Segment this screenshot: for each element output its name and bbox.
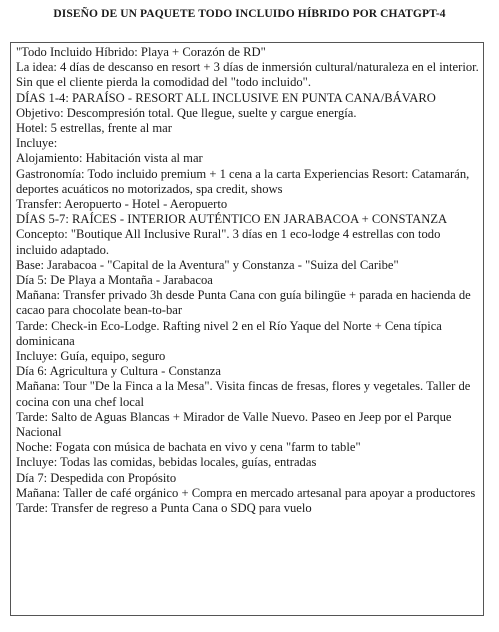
day-6-night: Noche: Fogata con música de bachata en vivo y cena "farm to table" xyxy=(16,440,361,455)
base-line: Base: Jarabacoa - "Capital de la Aventura" y Constanza - "Suiza del Caribe" xyxy=(16,257,399,272)
day-6-heading: Día 6: Agricultura y Cultura - Constanza xyxy=(16,364,221,379)
day-6-morning: Mañana: Tour "De la Finca a la Mesa". Visita fincas de fresas, flores y vegetales. Taller de cocina con una chef local xyxy=(16,379,471,409)
day-6-includes: Incluye: Todas las comidas, bebidas locales, guías, entradas xyxy=(16,455,317,470)
day-5-heading: Día 5: De Playa a Montaña - Jarabacoa xyxy=(16,273,213,288)
section-heading-days-1-4: DÍAS 1-4: PARAÍSO - RESORT ALL INCLUSIVE EN PUNTA CANA/BÁVARO xyxy=(16,90,436,105)
idea-paragraph: La idea: 4 días de descanso en resort + 3 días de inmersión cultural/naturaleza en el interior. Sin que el cliente pierda la comodidad del "todo incluido". xyxy=(16,60,479,90)
gastronomy-line: Gastronomía: Todo incluido premium + 1 cena a la carta Experiencias Resort: Catamarán, deportes acuáticos no motorizados, spa credit, shows xyxy=(16,166,470,196)
section-heading-days-5-7: DÍAS 5-7: RAÍCES - INTERIOR AUTÉNTICO EN JARABACOA + CONSTANZA xyxy=(16,212,448,227)
day-5-morning: Mañana: Transfer privado 3h desde Punta Cana con guía bilingüe + parada en hacienda de cacao para chocolate bean-to-bar xyxy=(16,288,471,318)
includes-label: Incluye: xyxy=(16,136,58,151)
day-7-heading: Día 7: Despedida con Propósito xyxy=(16,470,177,485)
document-title: DISEÑO DE UN PAQUETE TODO INCLUIDO HÍBRIDO POR CHATGPT-4 xyxy=(53,8,446,20)
day-6-afternoon: Tarde: Salto de Aguas Blancas + Mirador de Valle Nuevo. Paseo en Jeep por el Parque Nacional xyxy=(16,409,452,440)
day-7-afternoon: Tarde: Transfer de regreso a Punta Cana o SDQ para vuelo xyxy=(16,501,312,516)
package-name: "Todo Incluido Híbrido: Playa + Corazón de RD" xyxy=(16,45,266,59)
day-5-includes: Incluye: Guía, equipo, seguro xyxy=(16,349,166,364)
hotel-line: Hotel: 5 estrellas, frente al mar xyxy=(16,121,172,136)
concept-line: Concepto: "Boutique All Inclusive Rural". 3 días en 1 eco-lodge 4 estrellas con todo incluido adaptado. xyxy=(16,227,441,257)
day-5-afternoon: Tarde: Check-in Eco-Lodge. Rafting nivel 2 en el Río Yaque del Norte + Cena típica dominicana xyxy=(16,318,442,348)
transfer-line: Transfer: Aeropuerto - Hotel - Aeropuerto xyxy=(16,197,228,212)
objective-line: Objetivo: Descompresión total. Que llegue, suelte y cargue energía. xyxy=(16,105,357,120)
lodging-line: Alojamiento: Habitación vista al mar xyxy=(16,151,203,166)
day-7-morning: Mañana: Taller de café orgánico + Compra en mercado artesanal para apoyar a productores xyxy=(16,485,476,500)
itinerary-box xyxy=(10,42,484,616)
